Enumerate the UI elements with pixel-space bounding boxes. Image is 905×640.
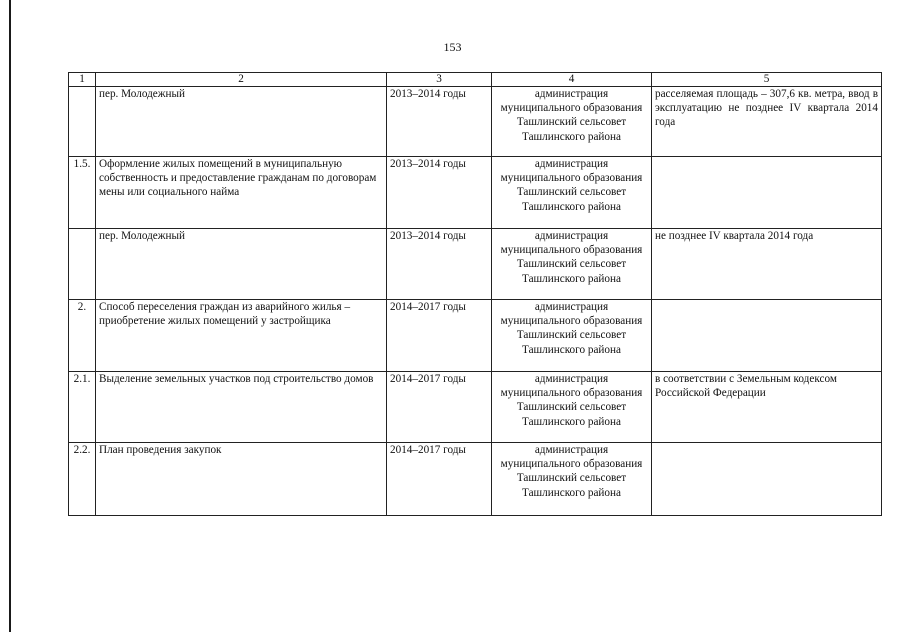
- responsible-executor: администрация муниципального образования Ташлинский сельсовет Ташлинского района: [492, 157, 652, 229]
- table-row: [69, 443, 882, 516]
- responsible-executor: администрация муниципального образования Ташлинский сельсовет Ташлинского района: [492, 372, 652, 443]
- execution-term: 2013–2014 годы: [387, 157, 492, 229]
- responsible-executor: администрация муниципального образования Ташлинский сельсовет Ташлинского района: [492, 300, 652, 372]
- column-header-4: 4: [492, 73, 652, 87]
- scan-edge-line: [9, 0, 11, 632]
- expected-result: расселяемая площадь – 307,6 кв. метра, ввод в эксплуатацию не позднее IV квартала 2014 года: [652, 87, 882, 157]
- table-row: [69, 372, 882, 443]
- row-number: [69, 87, 96, 157]
- column-header-1: 1: [69, 73, 96, 87]
- table-row: [69, 157, 882, 229]
- row-number: 2.2.: [69, 443, 96, 516]
- responsible-executor: администрация муниципального образования Ташлинский сельсовет Ташлинского района: [492, 443, 652, 516]
- execution-term: 2014–2017 годы: [387, 443, 492, 516]
- execution-term: 2014–2017 годы: [387, 372, 492, 443]
- table-header-row: [69, 73, 882, 87]
- execution-term: 2013–2014 годы: [387, 229, 492, 300]
- column-header-3: 3: [387, 73, 492, 87]
- measure-description: Выделение земельных участков под строительство домов: [96, 372, 387, 443]
- measure-description: Оформление жилых помещений в муниципальную собственность и предоставление гражданам по договорам мены или социального найма: [96, 157, 387, 229]
- row-number: 2.1.: [69, 372, 96, 443]
- row-number: [69, 229, 96, 300]
- responsible-executor: администрация муниципального образования Ташлинский сельсовет Ташлинского района: [492, 87, 652, 157]
- table-row: [69, 87, 882, 157]
- row-number: 2.: [69, 300, 96, 372]
- expected-result: в соответствии с Земельным кодексом Российской Федерации: [652, 372, 882, 443]
- row-number: 1.5.: [69, 157, 96, 229]
- expected-result: [652, 300, 882, 372]
- column-header-2: 2: [96, 73, 387, 87]
- column-header-5: 5: [652, 73, 882, 87]
- responsible-executor: администрация муниципального образования Ташлинский сельсовет Ташлинского района: [492, 229, 652, 300]
- measure-description: Способ переселения граждан из аварийного жилья – приобретение жилых помещений у застройщика: [96, 300, 387, 372]
- program-measures-table: [68, 72, 882, 516]
- measure-description: пер. Молодежный: [96, 87, 387, 157]
- measure-description: План проведения закупок: [96, 443, 387, 516]
- page-number: 153: [443, 40, 462, 54]
- expected-result: не позднее IV квартала 2014 года: [652, 229, 882, 300]
- measure-description: пер. Молодежный: [96, 229, 387, 300]
- table-row: [69, 229, 882, 300]
- expected-result: [652, 443, 882, 516]
- table-row: [69, 300, 882, 372]
- execution-term: 2013–2014 годы: [387, 87, 492, 157]
- expected-result: [652, 157, 882, 229]
- execution-term: 2014–2017 годы: [387, 300, 492, 372]
